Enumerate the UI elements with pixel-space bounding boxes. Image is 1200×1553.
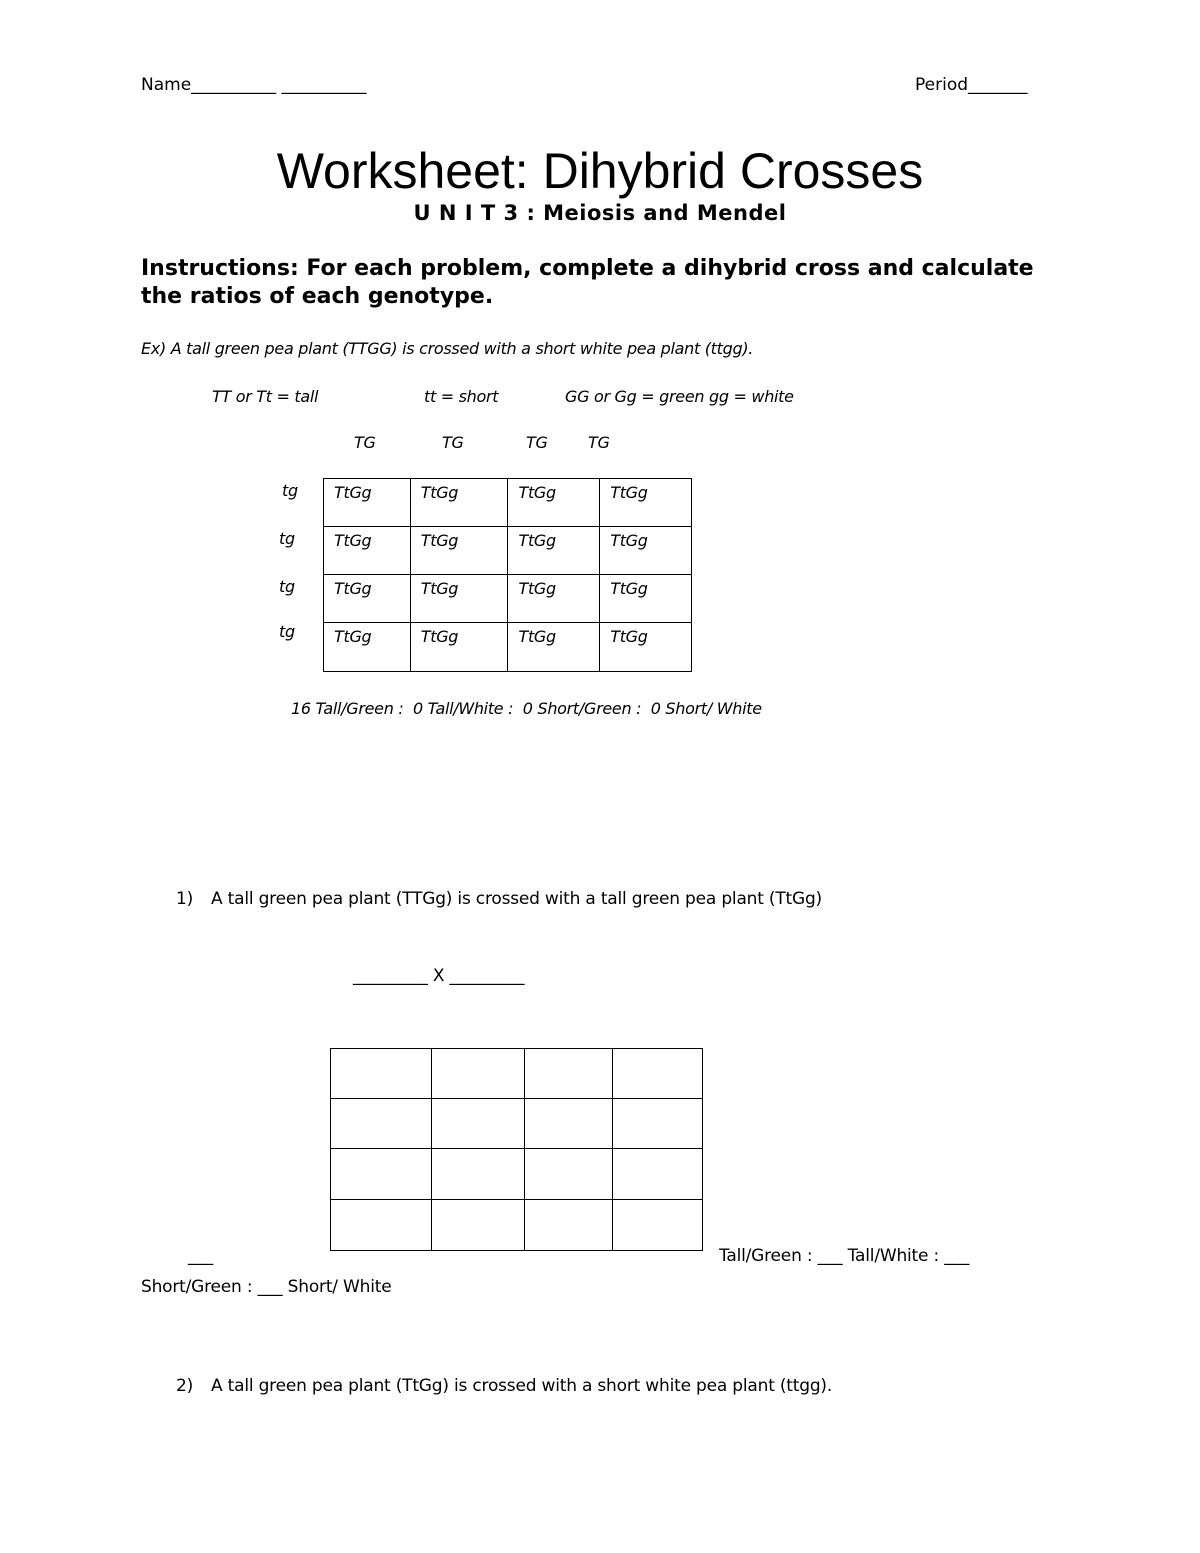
punnett-cell: TtGg [410, 479, 508, 527]
blank-cell[interactable] [613, 1099, 703, 1149]
problem-1-prompt: A tall green pea plant (TTGg) is crossed with a tall green pea plant (TtGg) [211, 889, 822, 909]
problem-1-number: 1) [176, 889, 194, 909]
blank-cell[interactable] [613, 1149, 703, 1200]
blank-cell[interactable] [331, 1149, 432, 1200]
example-col-gamete: TG [442, 433, 464, 452]
blank-cell[interactable] [331, 1200, 432, 1251]
problem-1-ratio-blank[interactable]: ___ [188, 1246, 213, 1266]
problem-2-prompt: A tall green pea plant (TtGg) is crossed with a short white pea plant (ttgg). [211, 1376, 833, 1396]
blank-cell[interactable] [525, 1049, 613, 1099]
example-row-gamete: tg [279, 577, 295, 596]
unit-subtitle: U N I T 3 : Meiosis and Mendel [413, 201, 787, 225]
blank-cell[interactable] [431, 1049, 525, 1099]
example-col-gamete: TG [588, 433, 610, 452]
blank-cell[interactable] [525, 1200, 613, 1251]
punnett-cell: TtGg [600, 623, 692, 672]
punnett-cell: TtGg [410, 575, 508, 623]
name-field-label: Name__________ __________ [141, 75, 367, 95]
blank-cell[interactable] [331, 1049, 432, 1099]
punnett-cell: TtGg [508, 479, 600, 527]
punnett-cell: TtGg [324, 575, 411, 623]
punnett-cell: TtGg [410, 623, 508, 672]
instructions: Instructions: For each problem, complete a dihybrid cross and calculate the ratios of each genotype. [141, 256, 1034, 309]
problem-2-number: 2) [176, 1376, 194, 1396]
blank-cell[interactable] [331, 1099, 432, 1149]
example-col-gamete: TG [526, 433, 548, 452]
punnett-cell: TtGg [508, 575, 600, 623]
problem-1-cross-blank[interactable]: _________ X _________ [353, 966, 525, 986]
punnett-cell: TtGg [324, 623, 411, 672]
problem-1-ratio-line-2: Short/Green : ___ Short/ White [141, 1277, 392, 1297]
example-row-gamete: tg [279, 529, 295, 548]
punnett-cell: TtGg [324, 479, 411, 527]
blank-cell[interactable] [431, 1099, 525, 1149]
worksheet-title: Worksheet: Dihybrid Crosses [276, 143, 924, 199]
punnett-cell: TtGg [600, 479, 692, 527]
problem-1-ratio-line-1: Tall/Green : ___ Tall/White : ___ [719, 1246, 970, 1266]
punnett-cell: TtGg [410, 527, 508, 575]
key-tall: TT or Tt = tall [212, 387, 319, 406]
example-ratio: 16 Tall/Green : 0 Tall/White : 0 Short/Green : 0 Short/ White [291, 699, 762, 718]
blank-cell[interactable] [613, 1200, 703, 1251]
blank-cell[interactable] [431, 1149, 525, 1200]
example-punnett-square [323, 478, 692, 672]
punnett-cell: TtGg [324, 527, 411, 575]
example-prompt: Ex) A tall green pea plant (TTGG) is crossed with a short white pea plant (ttgg). [141, 339, 754, 358]
example-row-gamete: tg [282, 481, 298, 500]
blank-cell[interactable] [613, 1049, 703, 1099]
blank-cell[interactable] [431, 1200, 525, 1251]
blank-cell[interactable] [525, 1149, 613, 1200]
punnett-cell: TtGg [600, 527, 692, 575]
punnett-cell: TtGg [508, 527, 600, 575]
key-color: GG or Gg = green gg = white [565, 387, 794, 406]
period-field-label: Period_______ [915, 75, 1028, 95]
punnett-cell: TtGg [600, 575, 692, 623]
example-col-gamete: TG [354, 433, 376, 452]
problem-1-punnett-square [330, 1048, 703, 1251]
key-short: tt = short [424, 387, 499, 406]
punnett-cell: TtGg [508, 623, 600, 672]
example-row-gamete: tg [279, 622, 295, 641]
blank-cell[interactable] [525, 1099, 613, 1149]
